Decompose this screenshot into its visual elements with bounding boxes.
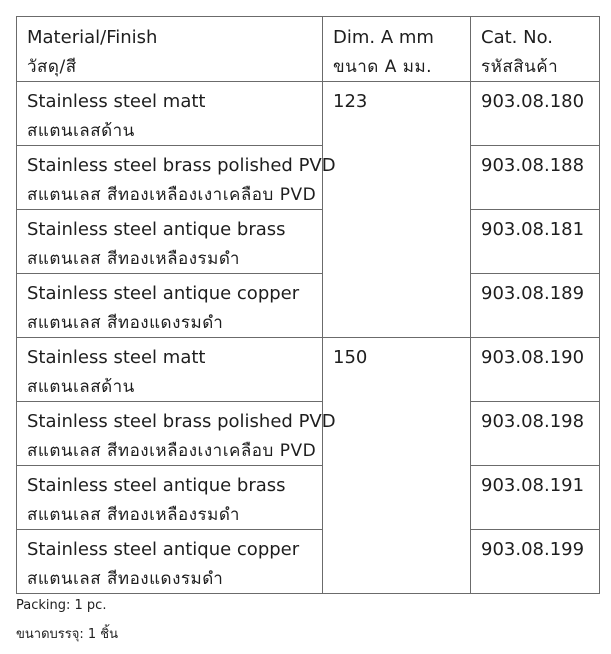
material-en: Stainless steel antique brass <box>27 475 286 496</box>
table-row <box>17 530 600 594</box>
cat-cell <box>471 530 600 594</box>
material-en: Stainless steel matt <box>27 91 206 112</box>
material-th: สแตนเลส สีทองแดงรมดำ <box>27 313 224 333</box>
material-header-th: วัสดุ/สี <box>27 57 77 77</box>
table-row <box>17 402 600 466</box>
material-th: สแตนเลสด้าน <box>27 377 135 397</box>
cat-header-en: Cat. No. <box>481 27 553 48</box>
cat-cell <box>471 82 600 146</box>
cat-header-th: รหัสสินค้า <box>481 57 559 77</box>
material-cell <box>17 146 336 210</box>
cat-number: 903.08.189 <box>481 283 585 304</box>
packing-note-en: Packing: 1 pc. <box>16 598 107 613</box>
table-row <box>17 210 600 274</box>
material-th: สแตนเลสด้าน <box>27 121 135 141</box>
table-row <box>17 338 600 402</box>
material-en: Stainless steel antique brass <box>27 219 286 240</box>
material-column-header <box>17 17 323 82</box>
material-en: Stainless steel brass polished PVD <box>27 155 336 176</box>
material-th: สแตนเลส สีทองเหลืองเงาเคลือบ PVD <box>27 185 317 205</box>
material-en: Stainless steel matt <box>27 347 206 368</box>
cat-cell <box>471 274 600 338</box>
cat-cell <box>471 338 600 402</box>
cat-number: 903.08.191 <box>481 475 585 496</box>
product-spec-table <box>16 16 600 594</box>
table-row <box>17 146 600 210</box>
dim-header-en: Dim. A mm <box>333 27 434 48</box>
packing-note-th: ขนาดบรรจุ: 1 ชิ้น <box>16 627 118 642</box>
dim-header-th: ขนาด A มม. <box>333 57 433 77</box>
material-cell <box>17 338 323 402</box>
material-header-en: Material/Finish <box>27 27 158 48</box>
table-row <box>17 274 600 338</box>
cat-number: 903.08.190 <box>481 347 585 368</box>
material-th: สแตนเลส สีทองเหลืองรมดำ <box>27 249 240 269</box>
material-cell <box>17 530 323 594</box>
material-th: สแตนเลส สีทองแดงรมดำ <box>27 569 224 589</box>
material-en: Stainless steel antique copper <box>27 283 300 304</box>
material-cell <box>17 274 323 338</box>
dim-value: 150 <box>333 347 368 368</box>
cat-number: 903.08.198 <box>481 411 585 432</box>
table-row <box>17 466 600 530</box>
material-en: Stainless steel antique copper <box>27 539 300 560</box>
material-th: สแตนเลส สีทองเหลืองเงาเคลือบ PVD <box>27 441 317 461</box>
cat-number: 903.08.199 <box>481 539 585 560</box>
material-th: สแตนเลส สีทองเหลืองรมดำ <box>27 505 240 525</box>
material-cell <box>17 402 336 466</box>
dim-column-header <box>323 17 471 82</box>
material-cell <box>17 210 323 274</box>
material-cell <box>17 82 323 146</box>
dim-cell <box>323 82 471 338</box>
cat-number: 903.08.181 <box>481 219 585 240</box>
material-en: Stainless steel brass polished PVD <box>27 411 336 432</box>
cat-cell <box>471 210 600 274</box>
dim-value: 123 <box>333 91 368 112</box>
cat-number: 903.08.180 <box>481 91 585 112</box>
cat-cell <box>471 402 600 466</box>
cat-cell <box>471 146 600 210</box>
material-cell <box>17 466 323 530</box>
table-row <box>17 82 600 146</box>
cat-number: 903.08.188 <box>481 155 585 176</box>
dim-cell <box>323 338 471 594</box>
cat-column-header <box>471 17 600 82</box>
cat-cell <box>471 466 600 530</box>
header-row <box>17 17 600 82</box>
